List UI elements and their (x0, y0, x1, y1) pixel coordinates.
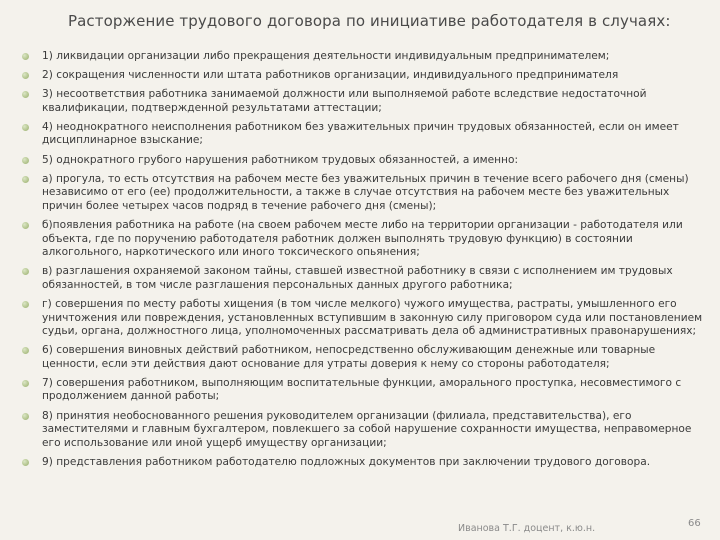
list-item-text: г) совершения по месту работы хищения (в том числе мелкого) чужого имущества, растраты, умышленного его уничтожения или повреждения, установленных вступившим в законную силу приговором суда или постановлением судьи, органа, должностного лица, уполномоченных рассматривать дела об административных правонарушениях; (42, 297, 703, 338)
bullet-icon (22, 268, 29, 275)
list-item-text: 3) несоответствия работника занимаемой должности или выполняемой работе вследствие недостаточной квалификации, подтвержденной результатами аттестации; (42, 88, 647, 114)
list-item (18, 154, 708, 168)
bullet-icon (22, 157, 29, 164)
bullet-icon (22, 301, 29, 308)
list-item-text: в) разглашения охраняемой законом тайны, ставшей известной работнику в связи с исполнением им трудовых обязанностей, в том числе разглашения персональных данных другого работника; (42, 265, 673, 291)
bullet-icon (22, 459, 29, 466)
slide-footer-author: Иванова Т.Г. доцент, к.ю.н. (458, 523, 596, 534)
bullet-icon (22, 222, 29, 229)
list-item-text: а) прогула, то есть отсутствия на рабочем месте без уважительных причин в течение всего рабочего дня (смены) независимо от его (ее) продолжительности, а также в случае отсутствия на рабочем месте без уважительных причин более четырех часов подряд в течение рабочего дня (смены); (42, 172, 689, 212)
bullet-icon (22, 91, 29, 98)
list-item-text: 7) совершения работником, выполняющим воспитательные функции, аморального проступка, несовместимого с продолжением данной работы; (42, 376, 682, 403)
list-item (18, 410, 708, 451)
bullet-list (18, 50, 708, 475)
list-item (18, 69, 708, 83)
page-number: 66 (688, 518, 701, 529)
list-item-text: б)появления работника на работе (на своем рабочем месте либо на территории организации - работодателя или объекта, где по поручению работодателя работник должен выполнять трудовую функцию) в состоянии алкогольного, наркотического или иного токсического опьянения; (42, 218, 683, 259)
bullet-icon (22, 124, 29, 131)
list-item (18, 121, 708, 148)
list-item (18, 265, 708, 292)
list-item (18, 50, 708, 64)
list-item-text: 2) сокращения численности или штата работников организации, индивидуального предпринимателя (42, 69, 619, 82)
bullet-icon (22, 413, 29, 420)
list-item (18, 344, 708, 371)
slide-title: Расторжение трудового договора по инициативе работодателя в случаях: (68, 12, 671, 30)
list-item (18, 456, 708, 470)
bullet-icon (22, 176, 29, 183)
list-item-text: 8) принятия необоснованного решения руководителем организации (филиала, представительства), его заместителями и главным бухгалтером, повлекшего за собой нарушение сохранности имущества, неправомерное его использование или иной ущерб имуществу организации; (42, 409, 692, 449)
bullet-icon (22, 347, 29, 354)
list-item-text: 9) представления работником работодателю подложных документов при заключении трудового договора. (42, 455, 651, 468)
list-item (18, 298, 708, 339)
list-item (18, 377, 708, 404)
list-item (18, 173, 708, 214)
list-item (18, 219, 708, 260)
list-item-text: 6) совершения виновных действий работником, непосредственно обслуживающим денежные или товарные ценности, если эти действия дают основание для утраты доверия к нему со стороны работодателя; (42, 344, 656, 370)
list-item (18, 88, 708, 115)
list-item-text: 1) ликвидации организации либо прекращения деятельности индивидуальным предпринимателем; (42, 50, 610, 62)
bullet-icon (22, 53, 29, 60)
list-item-text: 5) однократного грубого нарушения работником трудовых обязанностей, а именно: (42, 153, 519, 166)
bullet-icon (22, 72, 29, 79)
bullet-icon (22, 380, 29, 387)
list-item-text: 4) неоднократного неисполнения работником без уважительных причин трудовых обязанностей, если он имеет дисциплинарное взыскание; (42, 120, 679, 147)
